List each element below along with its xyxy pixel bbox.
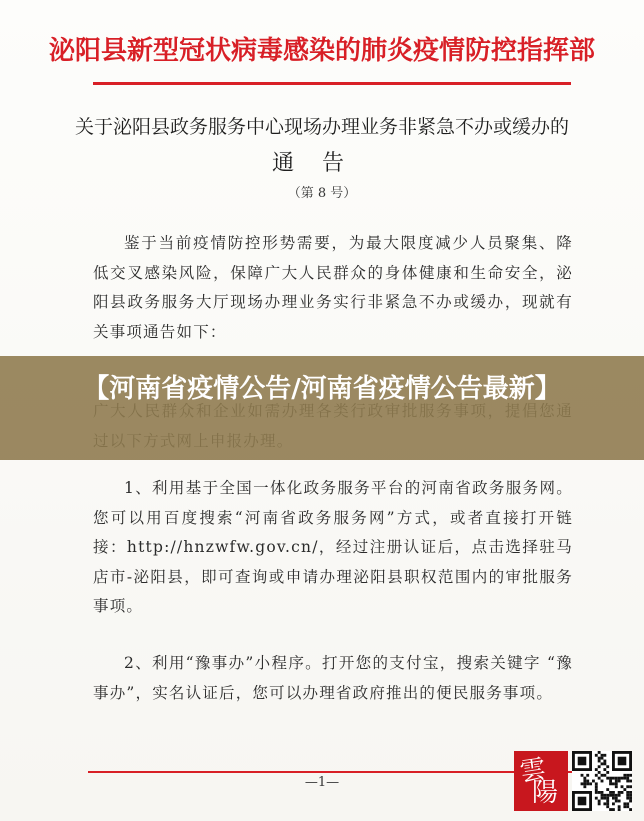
paragraph-item-1: 1、利用基于全国一体化政务服务平台的河南省政务服务网。您可以用百度搜索“河南省政务服务网”方式，或者直接打开链接：http://hnzwfw.gov.cn/，经过注册认证后，点击选择驻马店市-泌阳县，即可查询或申请办理泌阳县职权范围内的审批服务事项。 [93, 479, 573, 615]
issuer-heading: 泌阳县新型冠状病毒感染的肺炎疫情防控指挥部 [48, 36, 595, 66]
seal-glyph-top: 雲 [518, 754, 548, 788]
notice-title: 关于泌阳县政务服务中心现场办理业务非紧急不办或缓办的 [74, 116, 569, 138]
notice-number: （第 8 号） [287, 186, 357, 201]
banner-title: 【河南省疫情公告/河南省疫情公告最新】 [83, 374, 561, 404]
seal-glyph-bottom: 陽 [532, 778, 559, 808]
notice-subtitle: 通告 [271, 151, 372, 176]
watermark-seal [514, 751, 568, 811]
page-number: —1— [304, 775, 340, 790]
qr-code-icon [572, 751, 632, 811]
paragraph-intro: 鉴于当前疫情防控形势需要，为最大限度减少人员聚集、降低交叉感染风险，保障广大人民群众的身体健康和生命安全，泌阳县政务服务大厅现场办理业务实行非紧急不办或缓办，现就有关事项通告如下： [93, 234, 573, 341]
qr-code-graphic [572, 751, 632, 811]
red-divider-top [93, 82, 571, 85]
red-divider-bottom [88, 771, 572, 773]
paragraph-item-2: 2、利用“豫事办”小程序。打开您的支付宝，搜索关键字 “豫事办”，实名认证后，您可以办理省政府推出的便民服务事项。 [93, 654, 573, 702]
